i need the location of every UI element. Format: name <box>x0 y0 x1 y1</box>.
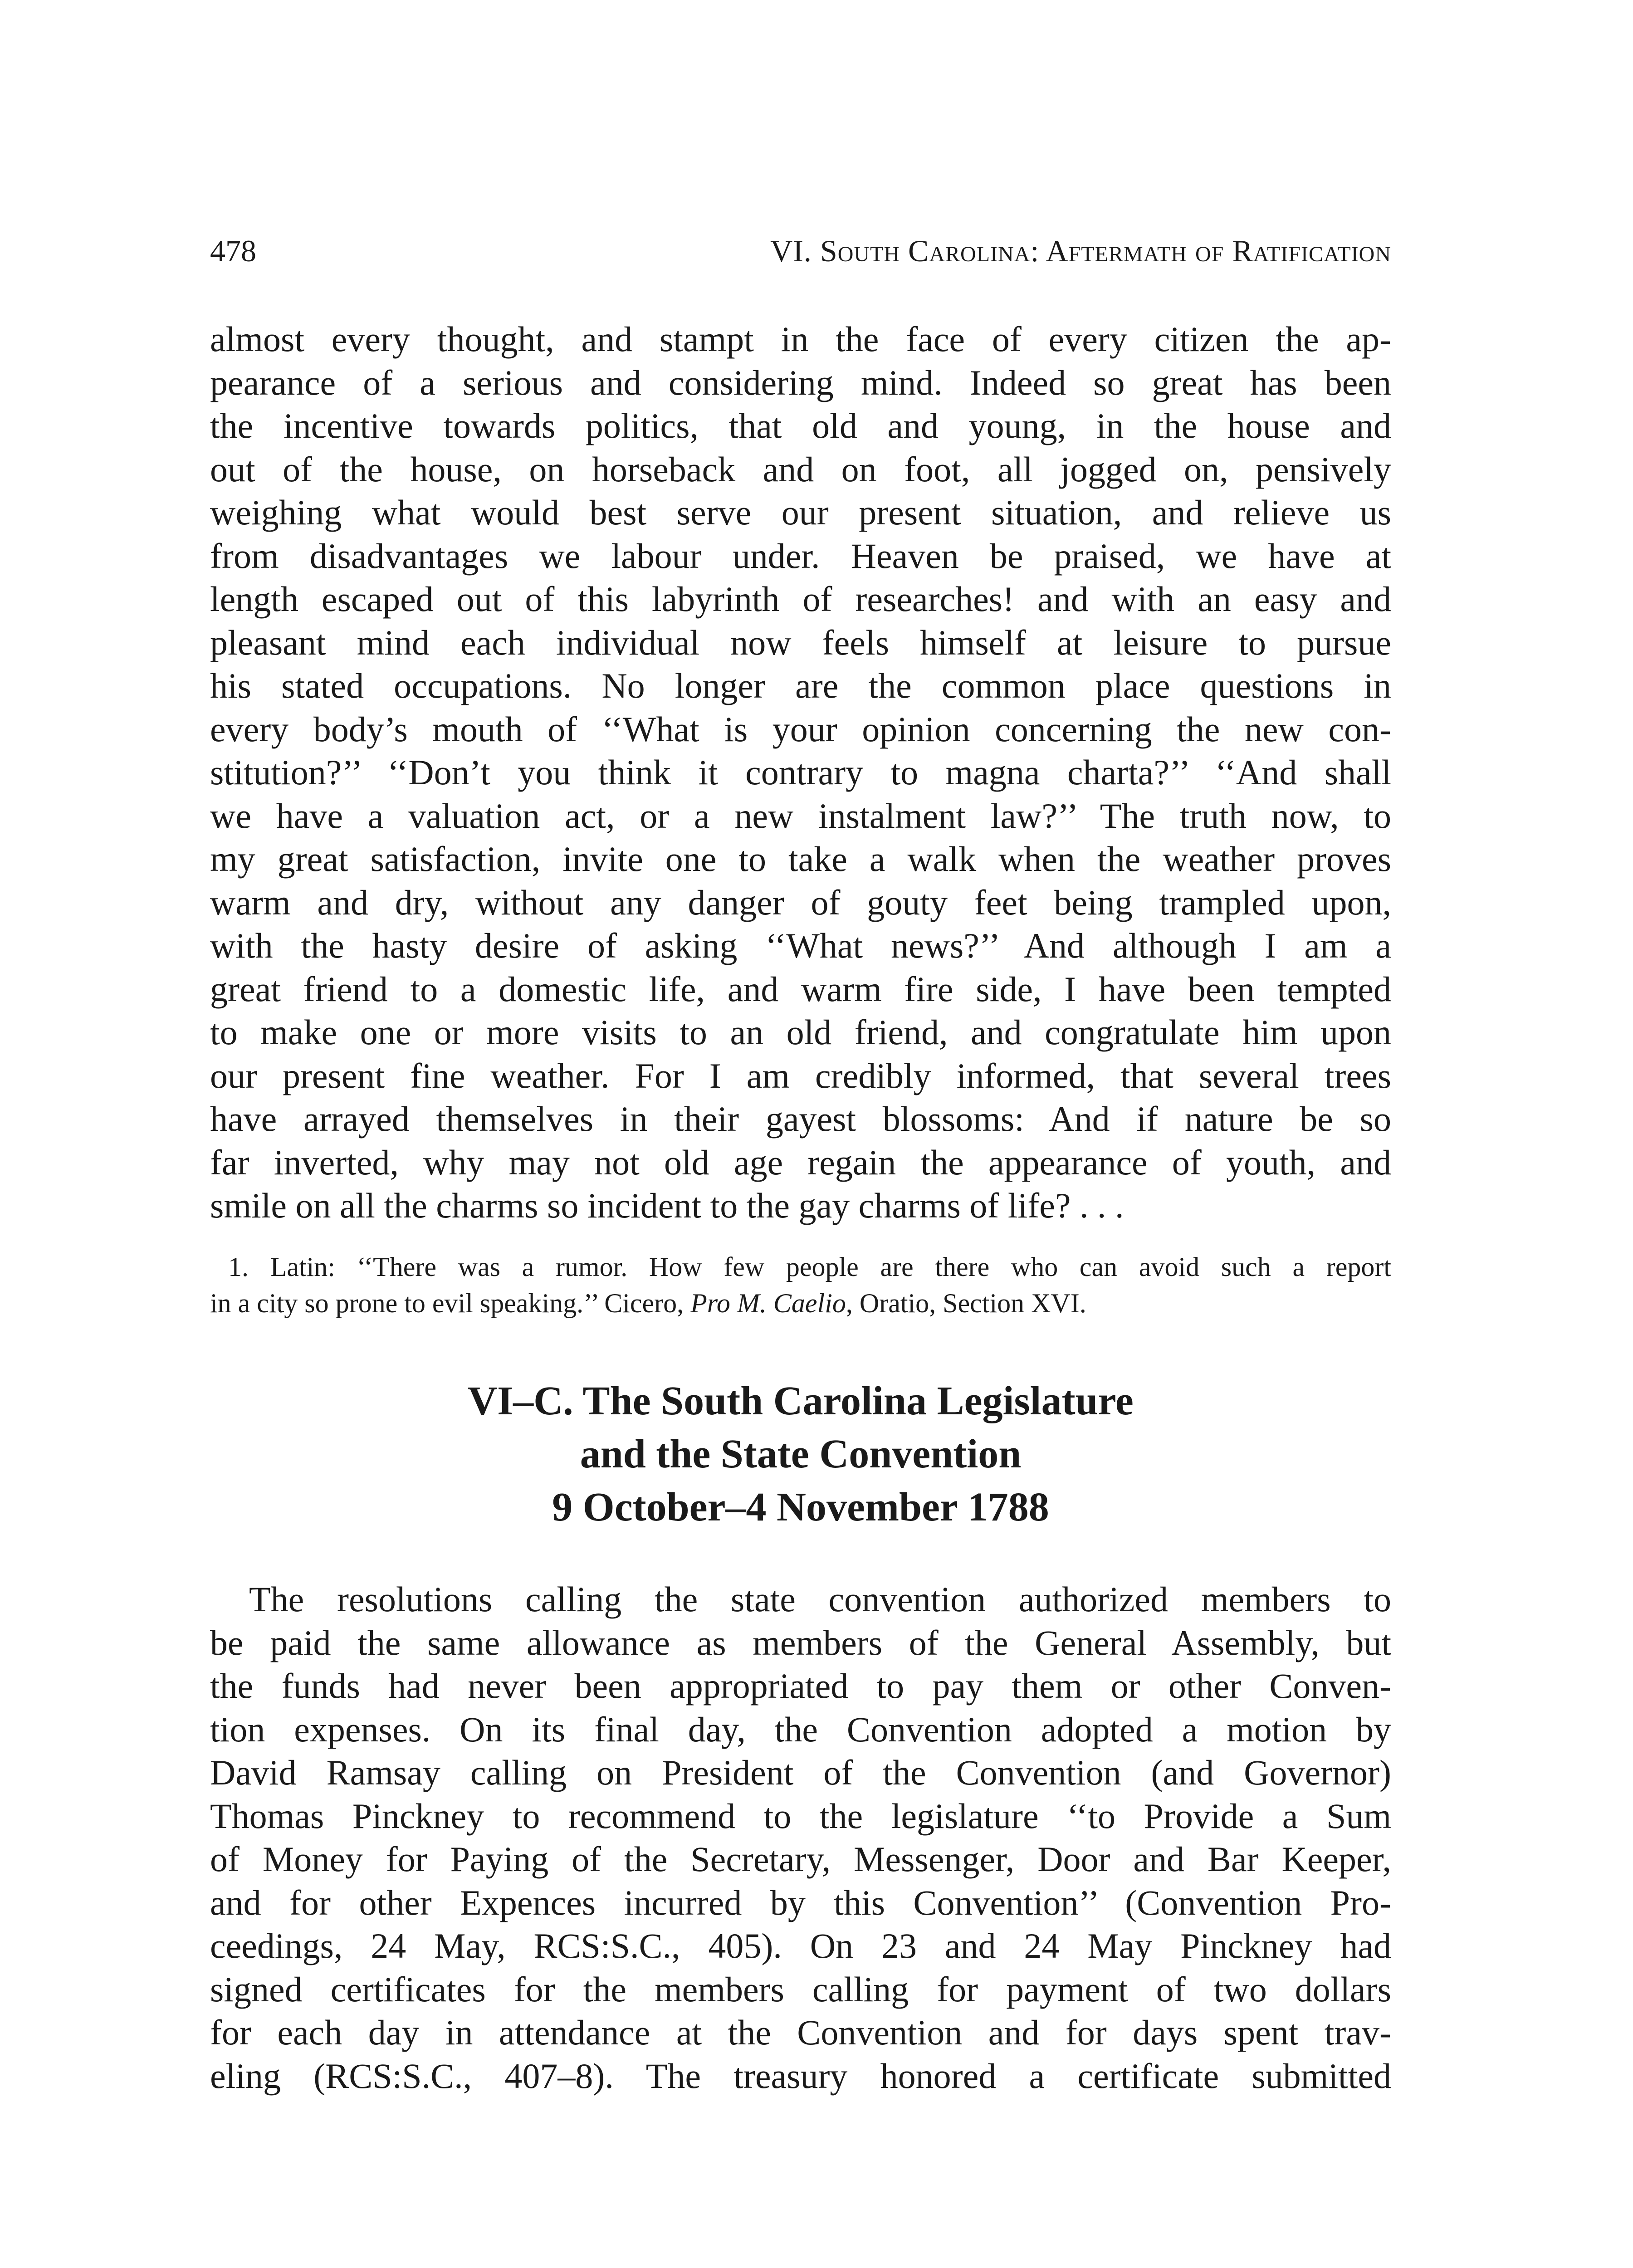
text-line: The resolutions calling the state convention authorized members to <box>249 1579 1391 1619</box>
text-line: David Ramsay calling on President of the Convention (and Governor) <box>210 1753 1391 1792</box>
text-line: almost every thought, and stampt in the face of every citizen the ap- <box>210 319 1391 359</box>
bottom-text-block <box>210 1578 1391 2097</box>
text-line: far inverted, why may not old age regain the appearance of youth, and <box>210 1142 1391 1182</box>
footnote-text: in a city so prone to evil speaking.’’ Cicero, <box>210 1288 691 1318</box>
heading-line: 9 October–4 November 1788 <box>552 1485 1049 1530</box>
running-head <box>210 226 1391 276</box>
page-number: 478 <box>210 234 256 268</box>
text-line: ceedings, 24 May, RCS:S.C., 405). On 23 and 24 May Pinckney had <box>210 1926 1391 1965</box>
text-line: stitution?’’ ‘‘Don’t you think it contrary to magna charta?’’ ‘‘And shall <box>210 753 1391 792</box>
footnote-line <box>210 1285 1391 1321</box>
text-line: weighing what would best serve our present situation, and relieve us <box>210 493 1391 532</box>
text-line: of Money for Paying of the Secretary, Messenger, Door and Bar Keeper, <box>210 1839 1391 1879</box>
text-line: eling (RCS:S.C., 407–8). The treasury honored a certificate submitted <box>210 2056 1391 2096</box>
text-line: warm and dry, without any danger of gouty feet being trampled upon, <box>210 882 1391 922</box>
text-line: the incentive towards politics, that old and young, in the house and <box>210 406 1391 445</box>
section-heading <box>210 1374 1391 1534</box>
text-line: for each day in attendance at the Convention and for days spent trav- <box>210 2013 1391 2052</box>
text-line: pleasant mind each individual now feels himself at leisure to pursue <box>210 622 1391 662</box>
text-line: great friend to a domestic life, and warm fire side, I have been tempted <box>210 969 1391 1009</box>
text-line: my great satisfaction, invite one to take a walk when the weather proves <box>210 839 1391 879</box>
footnote-line: 1. Latin: ‘‘There was a rumor. How few people are there who can avoid such a report <box>228 1252 1391 1282</box>
text-line: Thomas Pinckney to recommend to the legislature ‘‘to Provide a Sum <box>210 1796 1391 1836</box>
footnote-text: , Oratio, Section XVI. <box>846 1288 1086 1318</box>
heading-line: and the State Convention <box>580 1432 1022 1476</box>
text-line: pearance of a serious and considering mind. Indeed so great has been <box>210 362 1391 402</box>
top-text-block <box>210 318 1391 1227</box>
text-line: tion expenses. On its final day, the Convention adopted a motion by <box>210 1709 1391 1749</box>
text-line: our present fine weather. For I am credibly informed, that several trees <box>210 1056 1391 1095</box>
text-line: smile on all the charms so incident to the gay charms of life? . . . <box>210 1186 1124 1225</box>
text-line: his stated occupations. No longer are the common place questions in <box>210 666 1391 705</box>
text-line: and for other Expences incurred by this Convention’’ (Convention Pro- <box>210 1882 1391 1922</box>
text-line: to make one or more visits to an old friend, and congratulate him upon <box>210 1012 1391 1052</box>
footnote-work-title: Pro M. Caelio <box>690 1288 846 1318</box>
text-line: the funds had never been appropriated to pay them or other Conven- <box>210 1666 1391 1706</box>
text-line: out of the house, on horseback and on foot, all jogged on, pensively <box>210 449 1391 489</box>
running-title: VI. South Carolina: Aftermath of Ratification <box>770 234 1391 268</box>
text-line: length escaped out of this labyrinth of researches! and with an easy and <box>210 579 1391 619</box>
text-line: we have a valuation act, or a new instalment law?’’ The truth now, to <box>210 796 1391 836</box>
text-line: have arrayed themselves in their gayest blossoms: And if nature be so <box>210 1099 1391 1139</box>
text-line: be paid the same allowance as members of the General Assembly, but <box>210 1623 1391 1662</box>
text-line: with the hasty desire of asking ‘‘What news?’’ And although I am a <box>210 926 1391 965</box>
heading-line: VI–C. The South Carolina Legislature <box>468 1378 1134 1423</box>
text-line: from disadvantages we labour under. Heaven be praised, we have at <box>210 536 1391 576</box>
footnote <box>210 1249 1391 1321</box>
text-line: every body’s mouth of ‘‘What is your opinion concerning the new con- <box>210 709 1391 749</box>
text-line: signed certificates for the members calling for payment of two dollars <box>210 1969 1391 2009</box>
